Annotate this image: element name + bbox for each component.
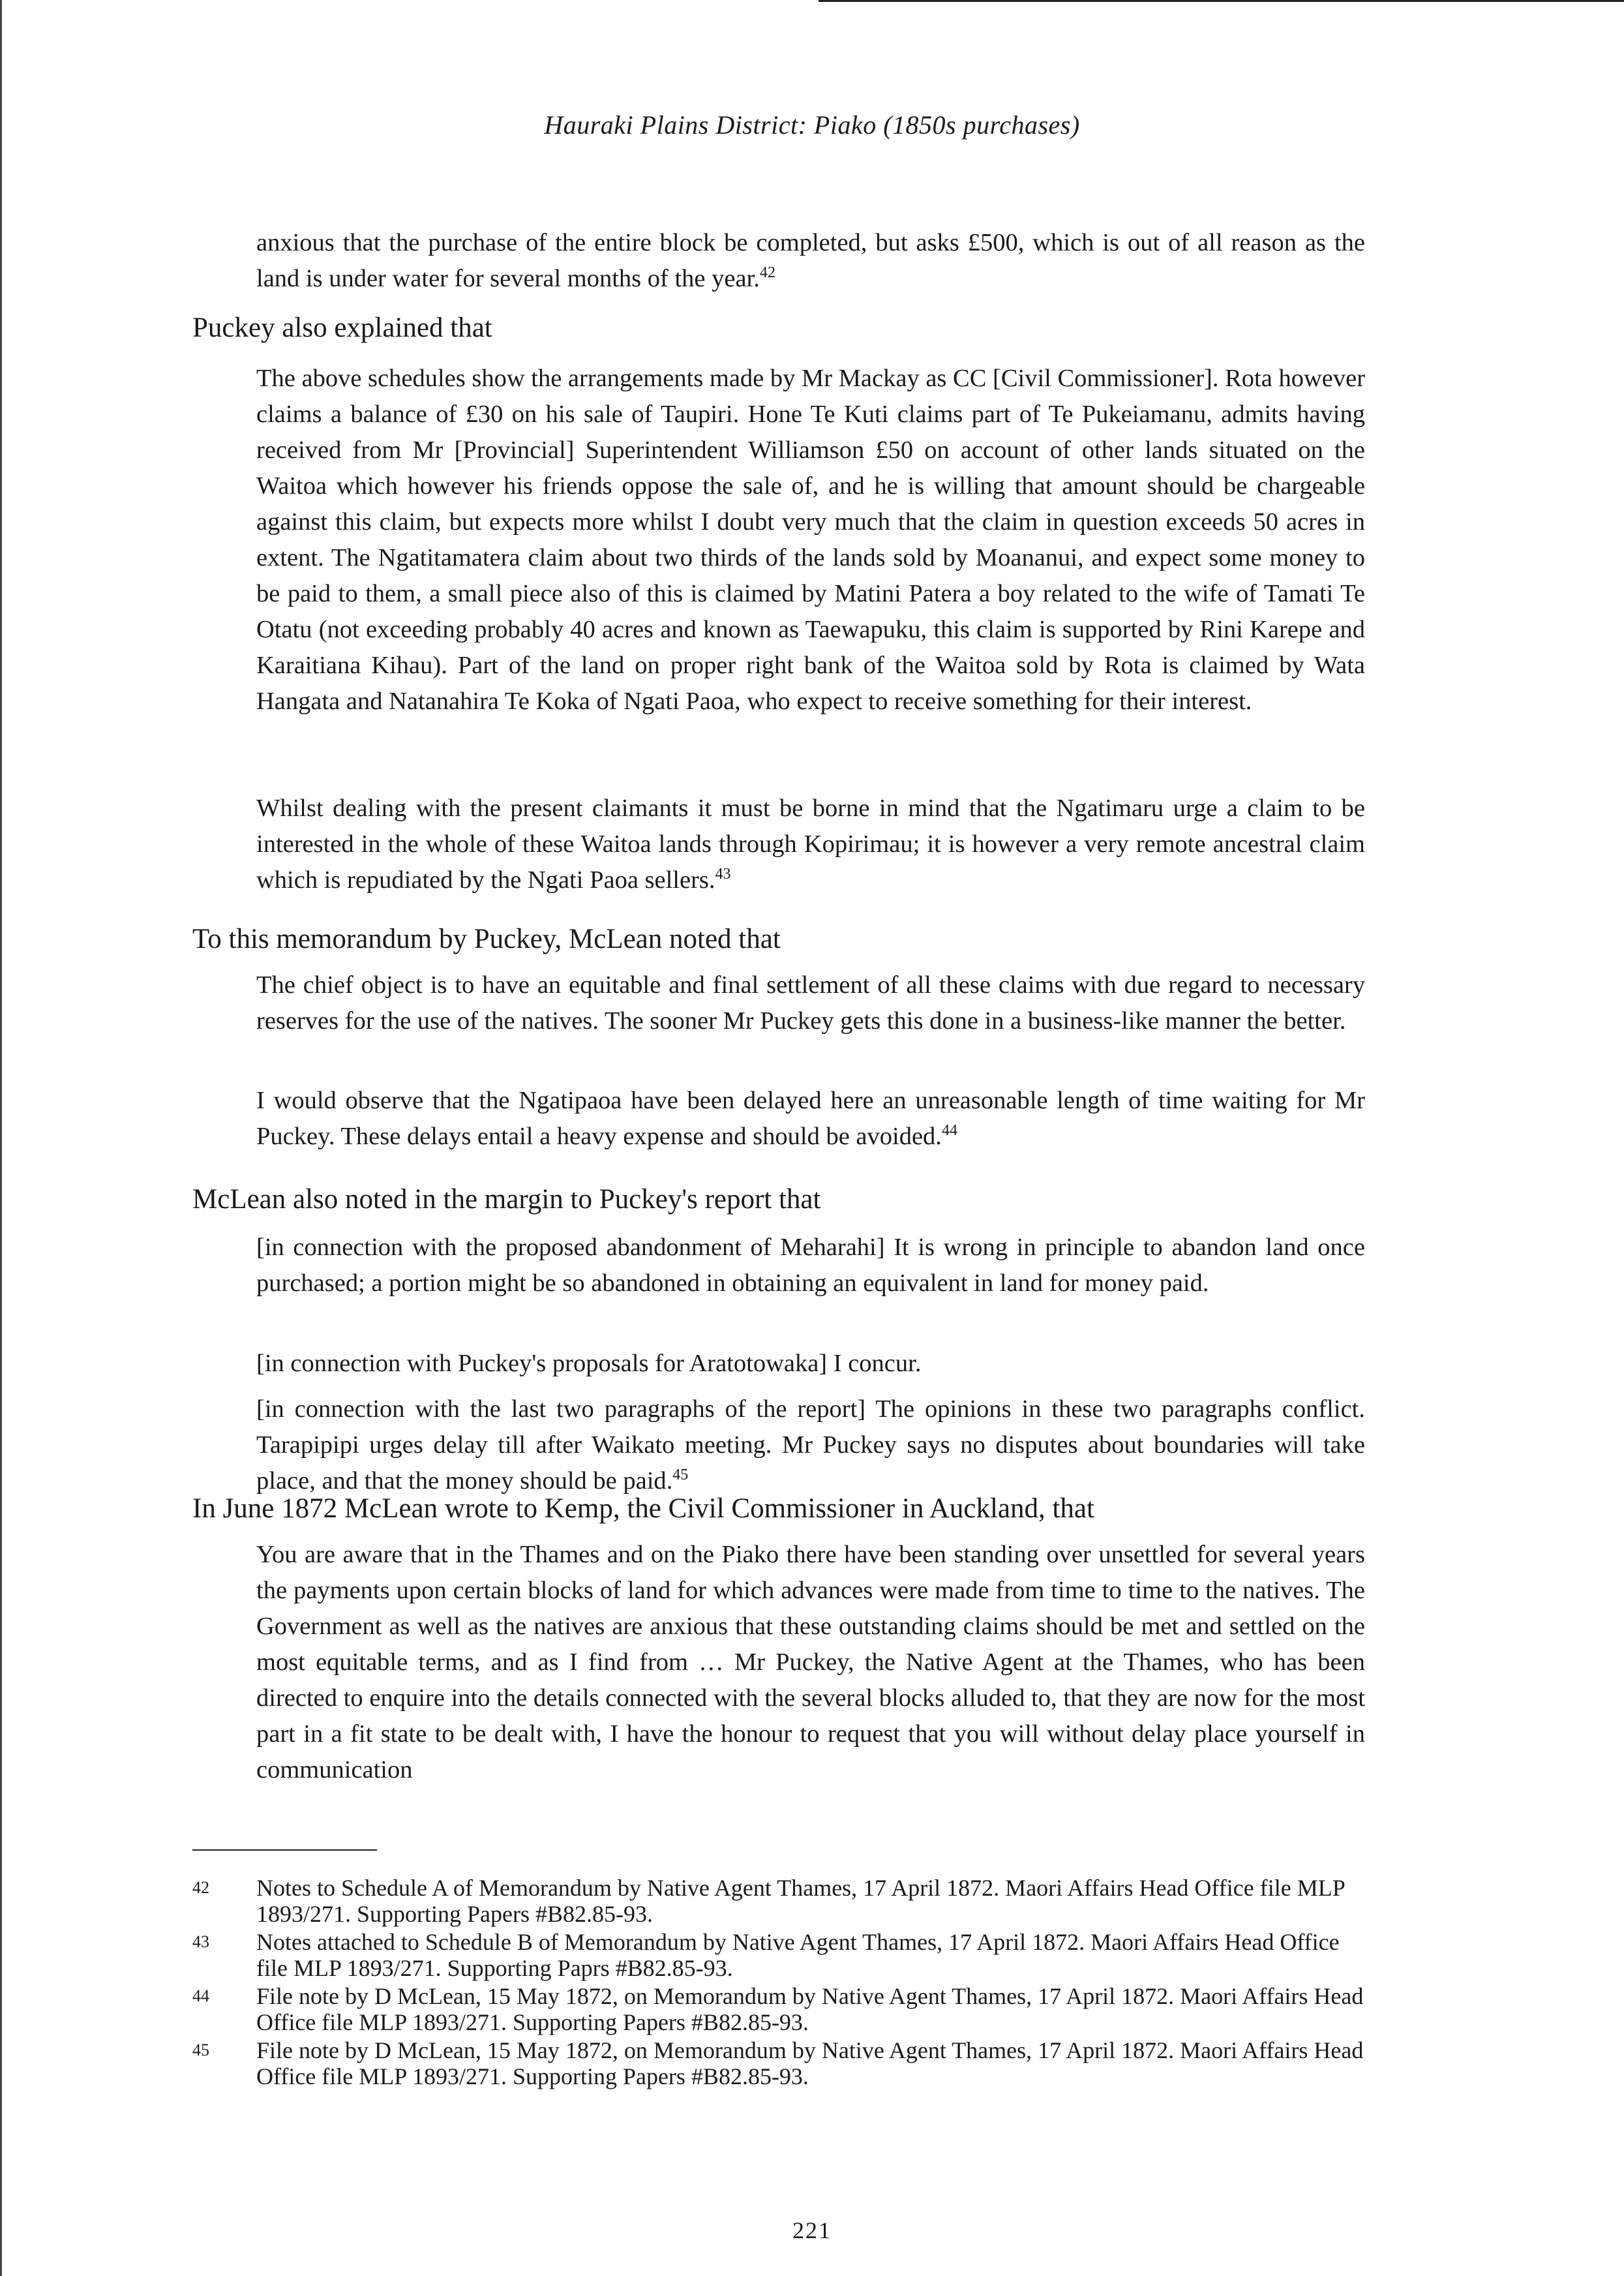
lead-paragraph: To this memorandum by Puckey, McLean noted that — [192, 924, 781, 954]
footnote-rule — [192, 1849, 377, 1851]
page-number: 221 — [792, 2217, 832, 2243]
quote-paragraph — [256, 225, 1365, 297]
quote-paragraph: You are aware that in the Thames and on the Piako there have been standing over unsettled for several years the payments upon certain blocks of land for which advances were made from time to time to the natives. The Government as well as the natives are anxious that these outstanding claims should be met and settled on the most equitable terms, and as I find from … Mr Puckey, the Native Agent at the Thames, who has been directed to enquire into the details connected with the several blocks alluded to, that they are now for the most part in a fit state to be dealt with, I have the honour to request that you will without delay place yourself in communication — [256, 1541, 1365, 1783]
paragraph-text: Whilst dealing with the present claimants it must be borne in mind that the Ngatimaru urge a claim to be interested in the whole of these Waitoa lands through Kopirimau; it is however a very remote ancestral claim which is repudiated by the Ngati Paoa sellers. — [256, 795, 1365, 894]
top-rule — [819, 0, 1624, 2]
paragraph-text: I would observe that the Ngatipaoa have been delayed here an unreasonable length of time waiting for Mr Puckey. These delays entail a heavy expense and should be avoided. — [256, 1087, 1365, 1150]
quote-paragraph: [in connection with Puckey's proposals for Aratotowaka] I concur. — [256, 1350, 922, 1377]
footnote-text: File note by D McLean, 15 May 1872, on Memorandum by Native Agent Thames, 17 April 1872. Maori Affairs Head Office file MLP 1893/271. Supporting Papers #B82.85-93. — [256, 2037, 1364, 2089]
paragraph-text: [in connection with the last two paragraphs of the report] The opinions in these two paragraphs conflict. Tarapipipi urges delay till after Waikato meeting. Mr Puckey says no disputes about boundaries will take place, and that the money should be paid. — [256, 1395, 1365, 1495]
footnote-text: Notes attached to Schedule B of Memorandum by Native Agent Thames, 17 April 1872. Maori Affairs Head Office file MLP 1893/271. Supporting Paprs #B82.85-93. — [256, 1929, 1340, 1981]
quote-paragraph — [256, 1391, 1365, 1499]
lead-paragraph: McLean also noted in the margin to Puckey's report that — [192, 1184, 821, 1215]
footnote-ref: 42 — [759, 264, 775, 282]
footnote-text: Notes to Schedule A of Memorandum by Native Agent Thames, 17 April 1872. Maori Affairs Head Office file MLP 1893/271. Supporting Papers #B82.85-93. — [256, 1875, 1345, 1927]
footnote-number: 45 — [192, 2041, 209, 2059]
lead-paragraph: In June 1872 McLean wrote to Kemp, the Civil Commissioner in Auckland, that — [192, 1493, 1094, 1524]
running-head: Hauraki Plains District: Piako (1850s purchases) — [544, 110, 1080, 140]
footnote-ref: 43 — [715, 866, 731, 883]
footnote-text: File note by D McLean, 15 May 1872, on Memorandum by Native Agent Thames, 17 April 1872. Maori Affairs Head Office file MLP 1893/271. Supporting Papers #B82.85-93. — [256, 1983, 1364, 2035]
quote-paragraph — [256, 1083, 1365, 1155]
quote-paragraph: The above schedules show the arrangements made by Mr Mackay as CC [Civil Commissioner]. Rota however claims a balance of £30 on his sale of Taupiri. Hone Te Kuti claims part of Te Pukeiamanu, admits having received from Mr [Provincial] Superintendent Williamson £50 on account of other lands situated on the Waitoa which however his friends oppose the sale of, and he is willing that amount should be chargeable against this claim, but expects more whilst I doubt very much that the claim in question exceeds 50 acres in extent. The Ngatitamatera claim about two thirds of the lands sold by Moananui, and expect some money to be paid to them, a small piece also of this is claimed by Matini Patera a boy related to the wife of Tamati Te Otatu (not exceeding probably 40 acres and known as Taewapuku, this claim is supported by Rini Karepe and Karaitiana Kihau). Part of the land on proper right bank of the Waitoa sold by Rota is claimed by Wata Hangata and Natanahira Te Koka of Ngati Paoa, who expect to receive something for their interest. — [256, 365, 1366, 715]
paragraph-text: anxious that the purchase of the entire block be completed, but asks £500, which is out of all reason as the land is under water for several months of the year. — [256, 229, 1365, 292]
footnote-ref: 45 — [672, 1466, 689, 1484]
quote-paragraph: [in connection with the proposed abandonment of Meharahi] It is wrong in principle to abandon land once purchased; a portion might be so abandoned in obtaining an equivalent in land for money paid. — [256, 1234, 1365, 1297]
footnote-number: 42 — [192, 1878, 209, 1897]
page-edge — [0, 0, 2, 2276]
footnote-number: 43 — [192, 1932, 209, 1951]
quote-paragraph — [256, 791, 1365, 898]
quote-paragraph: The chief object is to have an equitable and final settlement of all these claims with due regard to necessary reserves for the use of the natives. The sooner Mr Puckey gets this done in a business-like manner the better. — [256, 971, 1365, 1035]
footnote-ref: 44 — [941, 1122, 957, 1140]
footnote-number: 44 — [192, 1986, 209, 2005]
lead-paragraph: Puckey also explained that — [192, 312, 492, 343]
